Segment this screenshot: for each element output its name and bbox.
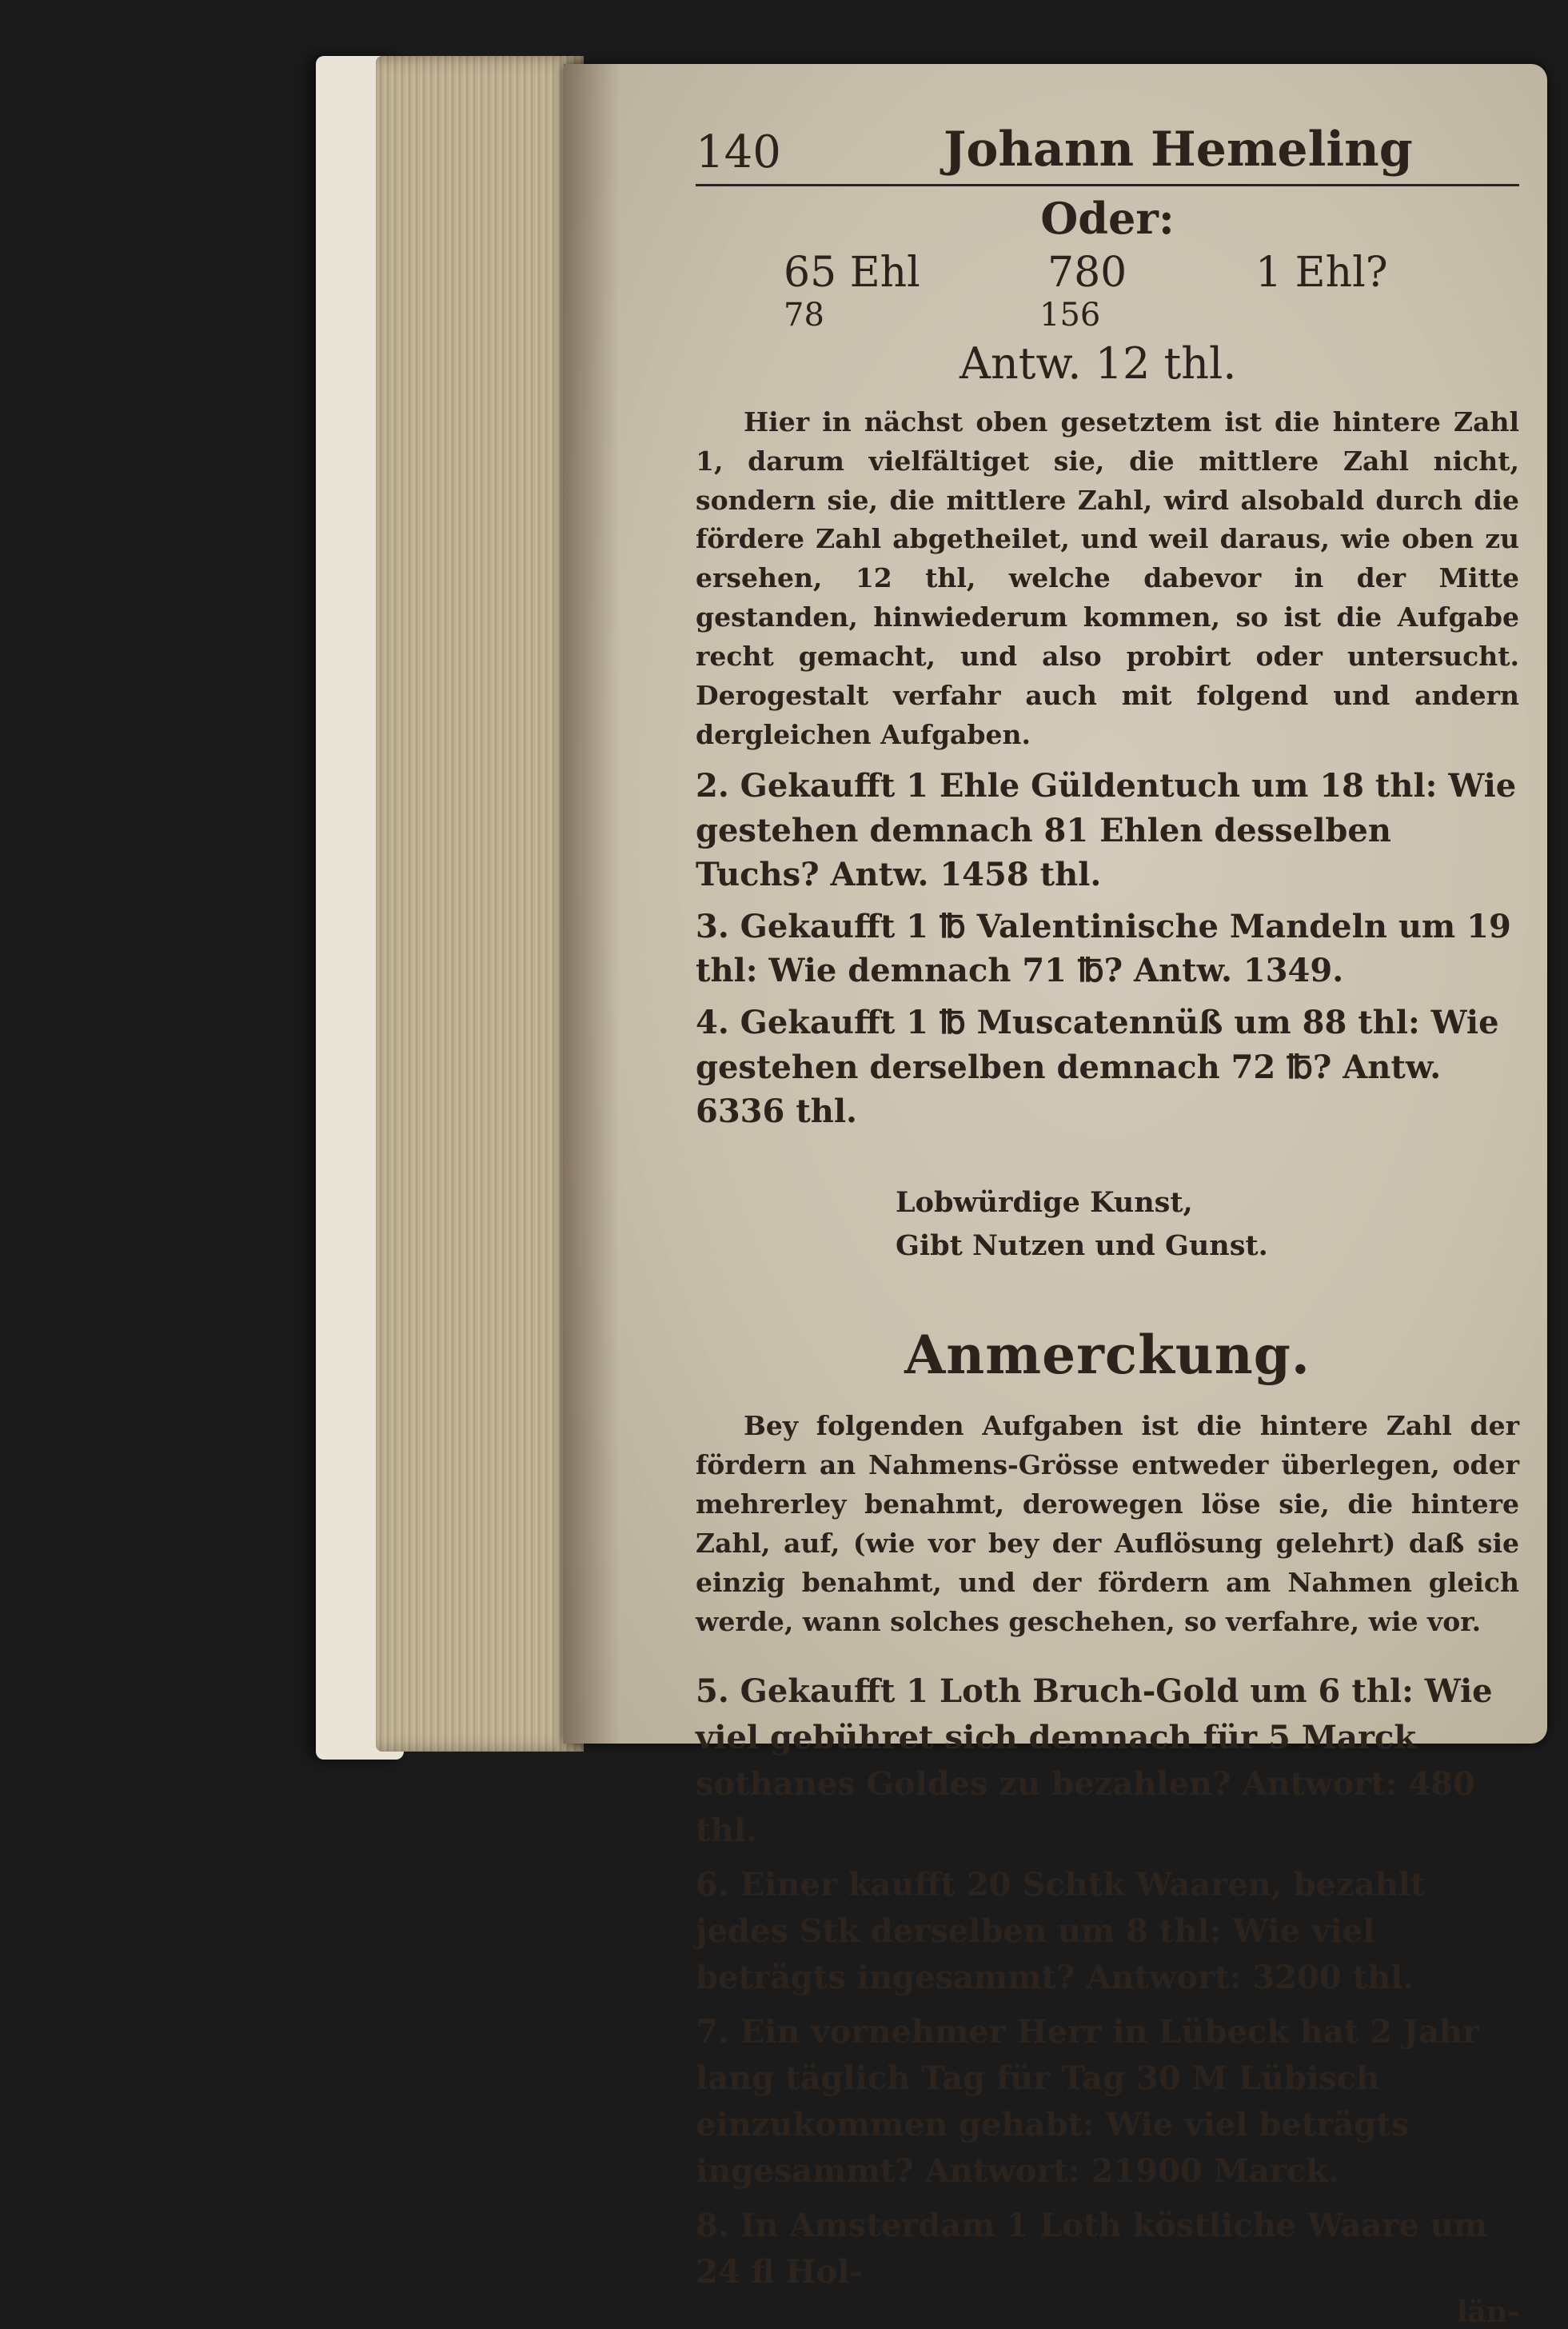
gutter-shadow [564,64,620,1744]
proportion-first-term: 65 Ehl [784,249,920,297]
cancelled-figure-first: 78 [784,297,824,334]
running-head [696,120,1519,186]
proportion-middle-term: 780 [1047,249,1127,297]
book-page-edges [376,56,584,1752]
catchword: län- [1456,2295,1519,2329]
answer-line: Antw. 12 thl. [960,338,1237,389]
exercise-item: 2. Gekaufft 1 Ehle Güldentuch um 18 thl: Wie gestehen demnach 81 Ehlen desselben Tuchs? Antw. 1458 thl. [696,767,1517,893]
motto-line: Lobwürdige Kunst, [896,1185,1193,1219]
explanation-text: Hier in nächst oben gesetztem ist die hintere Zahl 1, darum vielfältiget sie, die mittlere Zahl nicht, sondern sie, die mittlere Zahl, wird alsobald durch die fördere Zahl abgetheilet, und weil daraus, wie oben zu ersehen, 12 thl, welche dabevor in der Mitte gestanden, hinwiederum kommen, so ist die Aufgabe recht gemacht, und also probirt oder untersucht. Derogestalt verfahr auch mit folgend und andern dergleichen Aufgaben. [696,406,1519,750]
exercise-item: 4. Gekaufft 1 ℔ Muscatennüß um 88 thl: Wie gestehen derselben demnach 72 ℔? Antw. 6336 thl. [696,1004,1499,1130]
exercise-list-second [696,1668,1519,2295]
exercise-item: 5. Gekaufft 1 Loth Bruch-Gold um 6 thl: Wie viel gebühret sich demnach für 5 Marck sothanes Goldes zu bezahlen? Antwort: 480 thl. [696,1672,1493,1850]
cancelled-figures [696,297,1519,335]
exercise-item: 6. Einer kaufft 20 Schtk Waaren, bezahlt jedes Stk derselben um 8 thl: Wie viel beträgts ingesammt? Antwort: 3200 thl. [696,1866,1426,1997]
motto-line: Gibt Nutzen und Gunst. [896,1229,1268,1263]
oder-heading: Oder: [1040,193,1175,244]
proportion-line [696,249,1519,297]
proportion-last-term: 1 Ehl? [1255,249,1388,297]
page-content [696,120,1519,2329]
explanation-paragraph [696,403,1519,754]
page-number: 140 [696,126,781,178]
exercise-item: 3. Gekaufft 1 ℔ Valentinische Mandeln um 19 thl: Wie demnach 71 ℔? Antw. 1349. [696,908,1511,990]
running-title: Johann Hemeling [944,122,1413,178]
cancelled-figure-second: 156 [1039,297,1101,334]
exercise-item: 7. Ein vornehmer Herr in Lübeck hat 2 Jahr lang täglich Tag für Tag 30 M Lübisch einzukommen gehabt: Wie viel beträgts ingesammt? Antwort: 21900 Marck. [696,2013,1480,2191]
exercise-item: 8. In Amsterdam 1 Loth köstliche Waare um 24 fl Hol- [696,2207,1488,2291]
note-paragraph [696,1407,1519,1641]
note-text: Bey folgenden Aufgaben ist die hintere Zahl der fördern an Nahmens-Grösse entweder überlegen, oder mehrerley benahmt, derowegen löse sie, die hintere Zahl, auf, (wie vor bey der Auflösung gelehrt) daß sie einzig benahmt, und der fördern am Nahmen gleich werde, wann solches geschehen, so verfahre, wie vor. [696,1410,1519,1637]
section-title: Anmerckung. [904,1324,1311,1387]
motto [896,1181,1519,1268]
exercise-list-first [696,764,1519,1133]
